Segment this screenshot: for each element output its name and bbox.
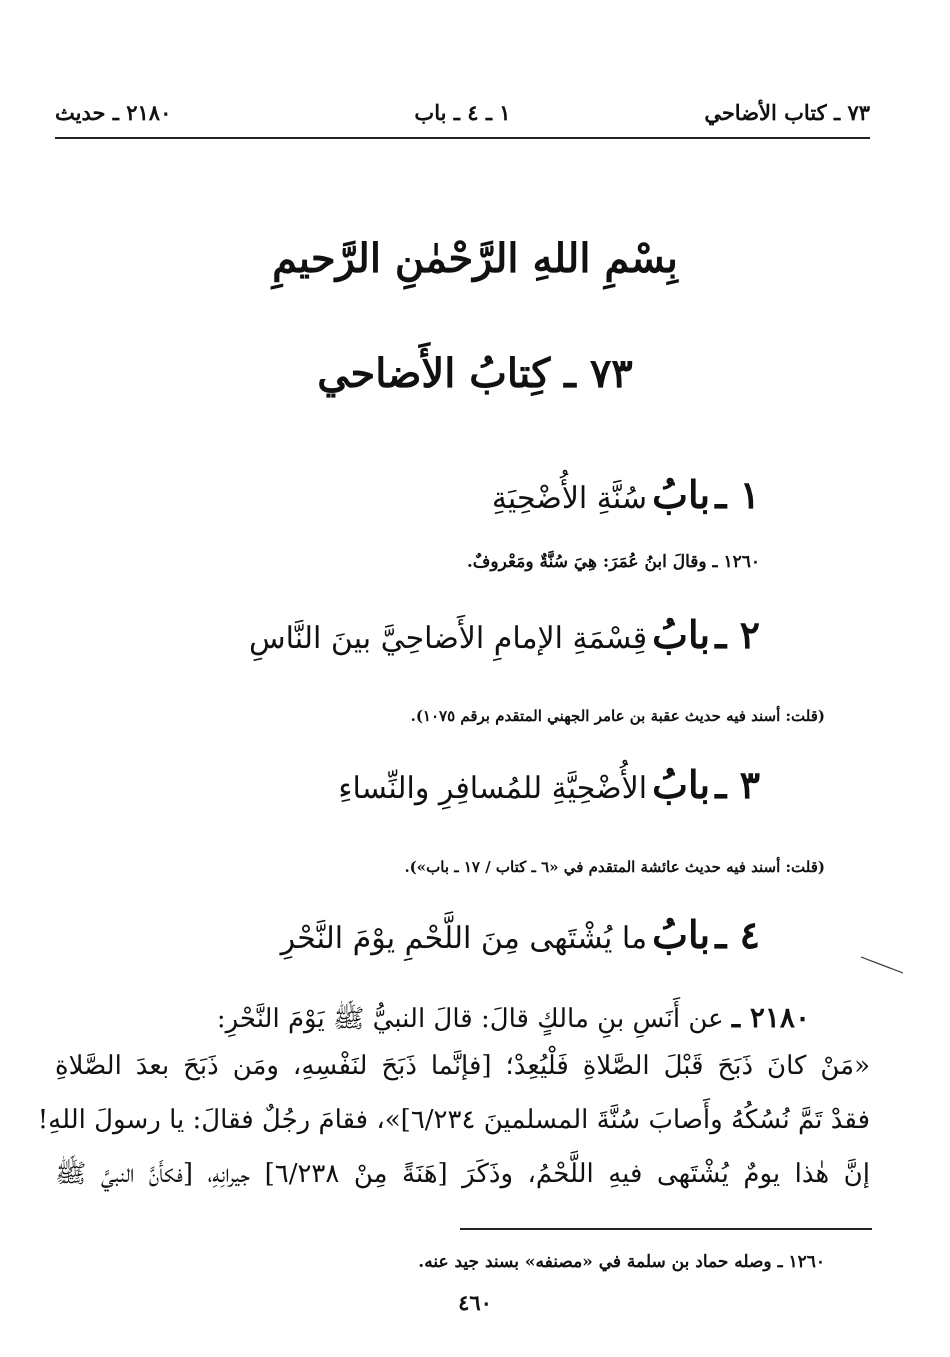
chapter-word: بابُ	[652, 612, 711, 657]
chapter-number: ٢ ـ	[715, 612, 760, 657]
header-book-title: ٧٣ ـ كتاب الأضاحي	[704, 99, 870, 125]
footnote-divider	[460, 1228, 872, 1230]
hadith-text-line-2: «مَنْ كانَ ذَبَحَ قَبْلَ الصَّلاةِ فَلْيُعِدْ؛ [فإنَّما ذَبَحَ لنَفْسِهِ، ومَن ذَبَحَ بعدَ الصَّلاةِ	[55, 1051, 870, 1081]
chapter-heading-2	[249, 612, 760, 658]
footnote-1260: ١٢٦٠ ـ وصله حماد بن سلمة في «مصنفه» بسند جيد عنه.	[418, 1252, 825, 1272]
chapter-word: بابُ	[652, 912, 711, 957]
chapter-title: الأُضْحِيَّةِ للمُسافِرِ والنِّساءِ	[338, 771, 648, 806]
hadith-isnad: عن أَنَسِ بنِ مالكٍ قالَ: قالَ النبيُّ ﷺ يَوْمَ النَّحْرِ:	[216, 1004, 724, 1034]
mu-allaq-note-1260: ١٢٦٠ ـ وقالَ ابنُ عُمَرَ: هِيَ سُنَّةٌ ومَعْروفٌ.	[466, 552, 760, 572]
chapter-title: ما يُشْتَهى مِنَ اللَّحْمِ يوْمَ النَّحْرِ	[280, 921, 648, 956]
chapter-heading-3	[338, 762, 760, 808]
margin-stroke-mark	[860, 955, 904, 975]
editor-note-chapter-3: (قلت: أسند فيه حديث عائشة المتقدم في «٦ ـ كتاب / ١٧ ـ باب»).	[404, 858, 825, 876]
chapter-number: ١ ـ	[715, 472, 760, 517]
basmala: بِسْمِ اللهِ الرَّحْمٰنِ الرَّحيمِ	[272, 235, 678, 282]
book-title: ٧٣ ـ كِتابُ الأَضاحي	[317, 350, 633, 397]
hadith-text-line-4: إنَّ هٰذا يومٌ يُشْتَهى فيهِ اللَّحْمُ، وذَكَرَ [هَنَةً مِنْ ٦/٢٣٨] جيرانِهِ، [فكأَنَّ النبيَّ ﷺ	[55, 1159, 870, 1189]
chapter-heading-4	[281, 912, 760, 958]
running-header	[55, 92, 870, 132]
chapter-title: قِسْمَةِ الإمامِ الأَضاحِيَّ بينَ النَّاسِ	[249, 621, 648, 656]
chapter-number: ٤ ـ	[715, 912, 760, 957]
header-hadith-number: ٢١٨٠ ـ حديث	[55, 99, 172, 125]
chapter-number: ٣ ـ	[715, 762, 760, 807]
chapter-word: بابُ	[652, 762, 711, 807]
hadith-text-line-3: فقدْ تَمَّ نُسُكُهُ وأَصابَ سُنَّةَ المسلمينَ ٦/٢٣٤]»، فقامَ رجُلٌ فقالَ: يا رسولَ اللهِ!	[37, 1105, 870, 1135]
chapter-heading-1	[492, 472, 760, 518]
hadith-opening-line	[217, 1000, 810, 1037]
header-chapter-range: ١ ـ ٤ ـ باب	[414, 99, 511, 125]
editor-note-chapter-2: (قلت: أسند فيه حديث عقبة بن عامر الجهني المتقدم برقم ١٠٧٥).	[410, 707, 825, 725]
page-number: ٤٦٠	[458, 1290, 492, 1315]
chapter-word: بابُ	[652, 472, 711, 517]
hadith-number: ٢١٨٠ ـ	[731, 1001, 810, 1034]
chapter-title: سُنَّةِ الأُضْحِيَةِ	[491, 481, 648, 516]
header-divider	[55, 137, 870, 139]
